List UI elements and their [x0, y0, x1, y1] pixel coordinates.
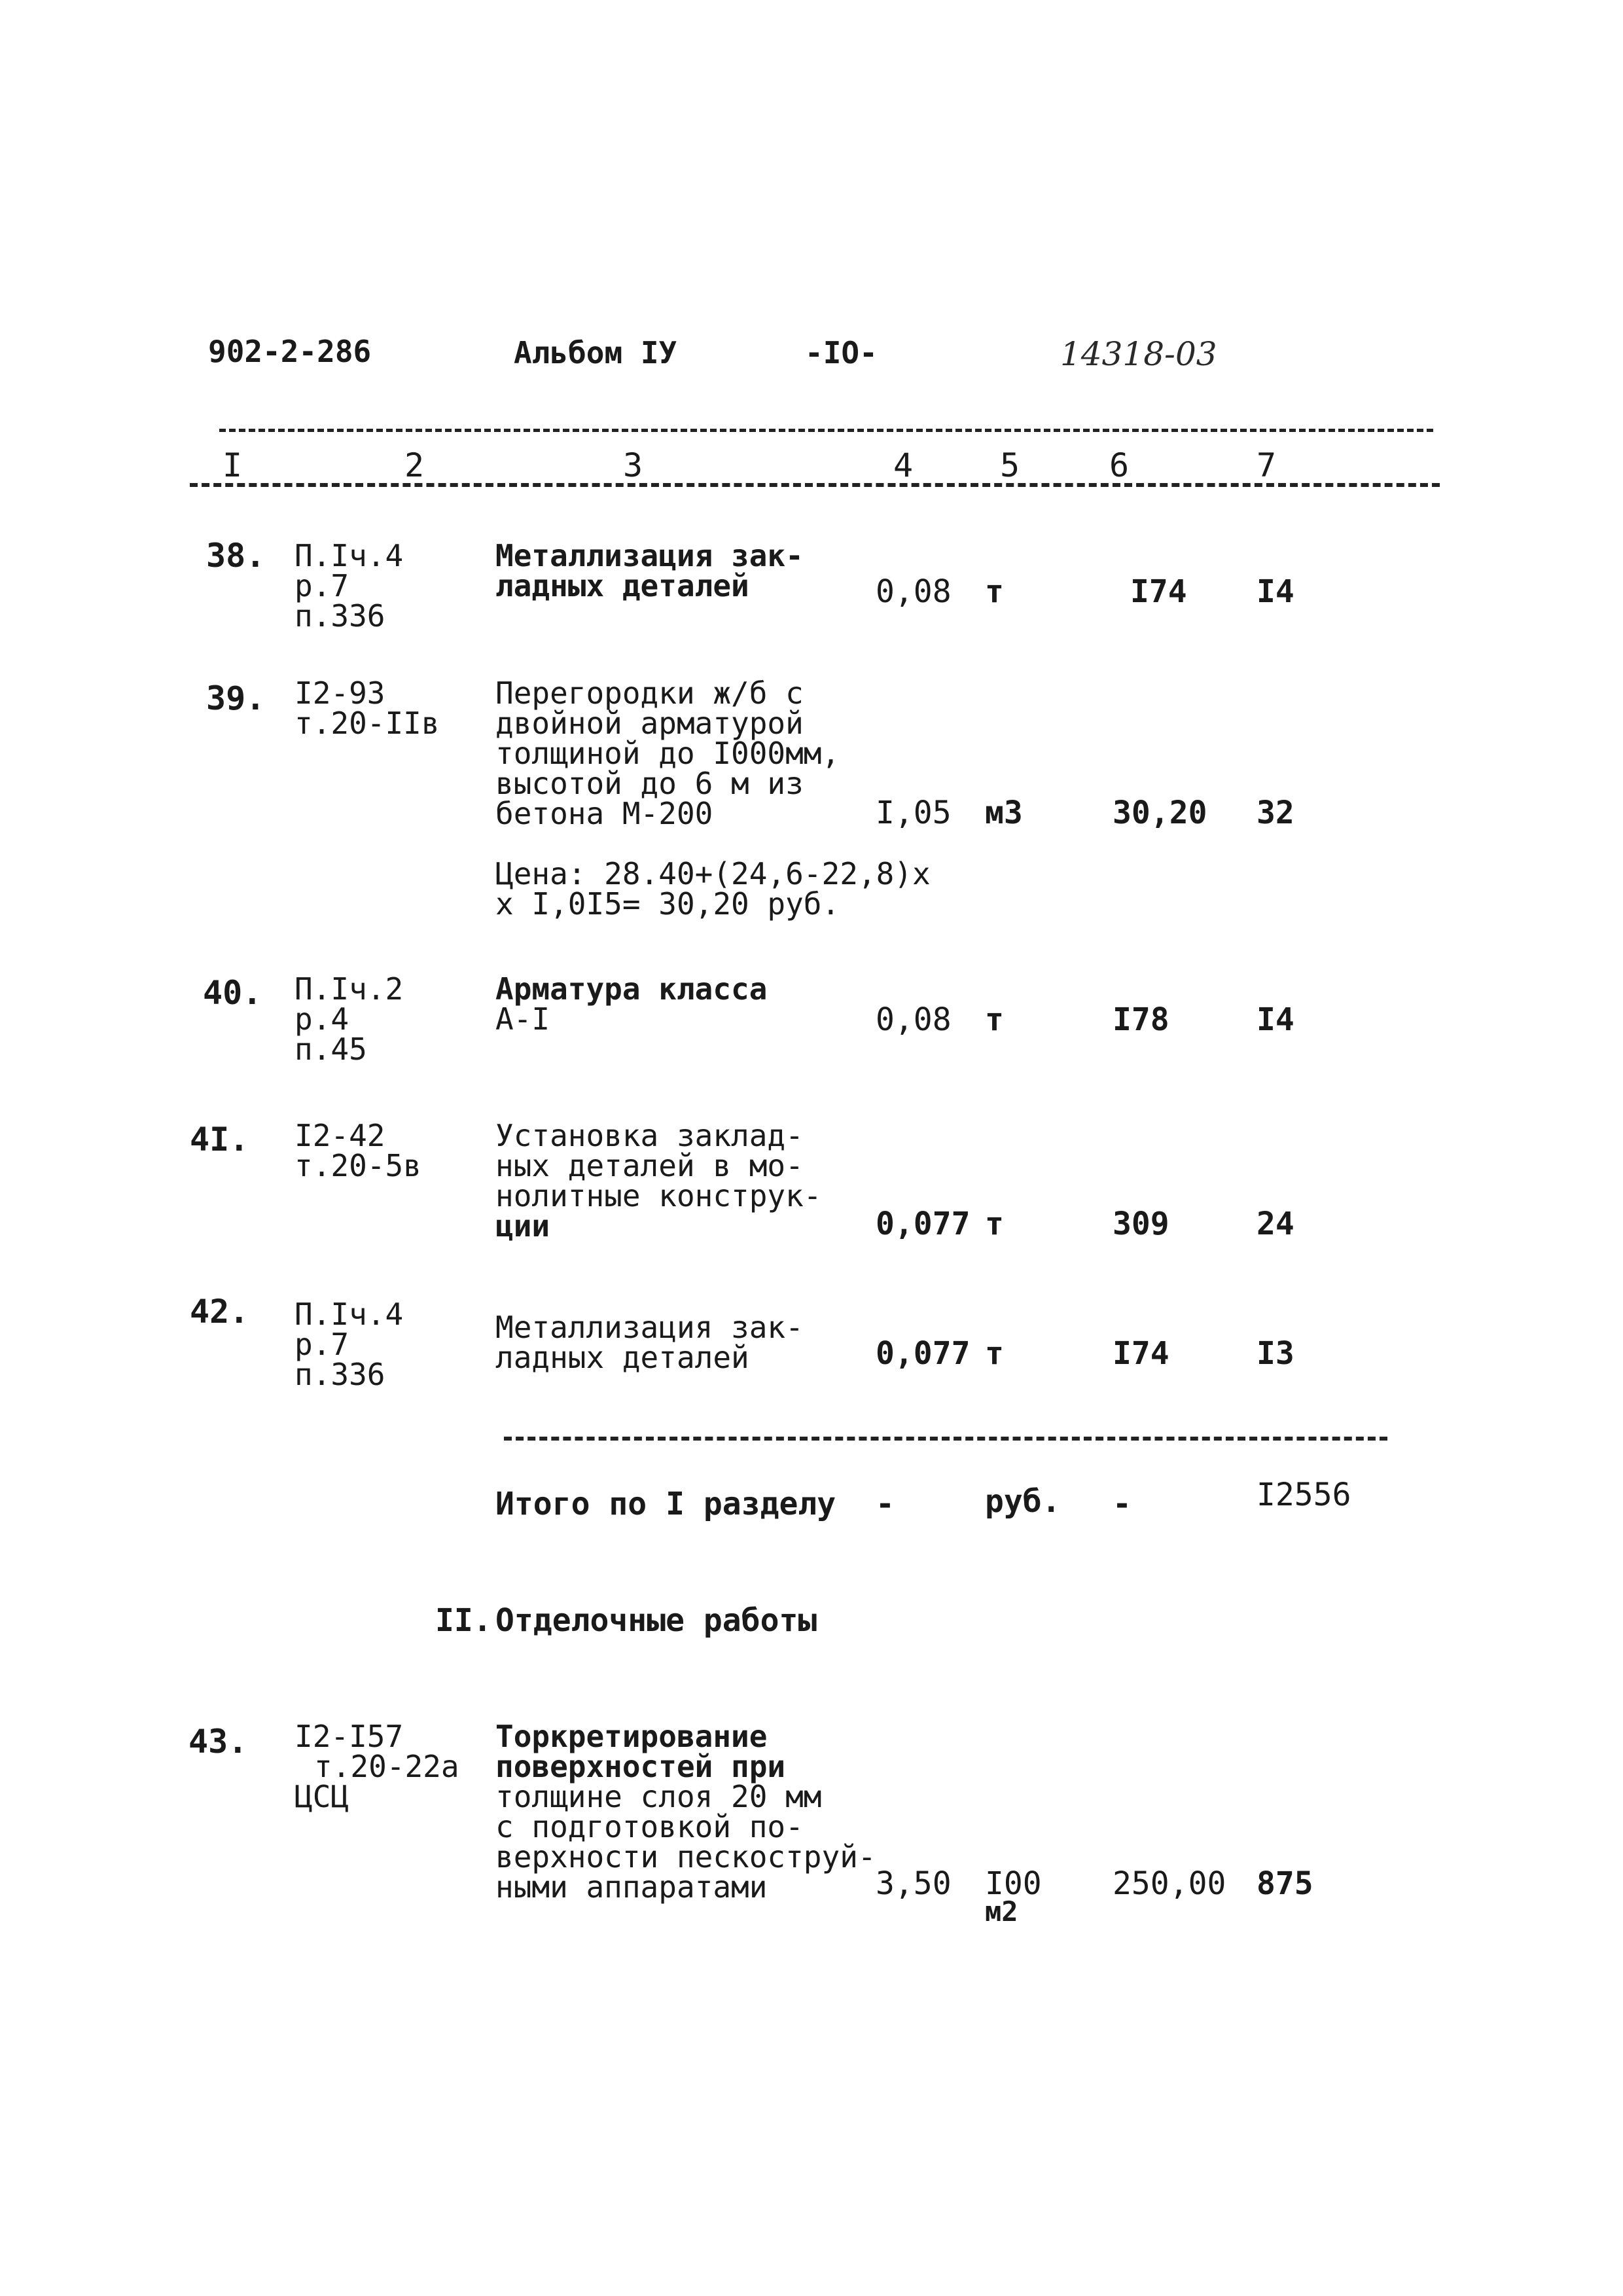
- unit-price: I74: [1113, 1335, 1169, 1372]
- reference-line: п.45: [294, 1031, 367, 1067]
- unit: м3: [985, 795, 1023, 831]
- album-label: Альбом IУ: [514, 335, 677, 370]
- reference-line: П.Iч.2: [294, 971, 404, 1007]
- unit: I00: [985, 1865, 1042, 1902]
- subtotal-rule: [504, 1437, 1387, 1441]
- total-cost: I4: [1257, 573, 1294, 610]
- row-number: 40.: [203, 974, 262, 1012]
- description-line: А-I: [495, 1001, 550, 1037]
- description-line: Металлизация зак-: [495, 538, 804, 573]
- reference-line: П.Iч.4: [294, 538, 404, 573]
- row-number: 43.: [188, 1723, 248, 1761]
- quantity: 0,077: [876, 1206, 971, 1242]
- description-line: ными аппаратами: [495, 1869, 768, 1905]
- reference-line: ЦСЦ: [294, 1779, 349, 1814]
- header-rule: [219, 429, 1433, 432]
- description-line: толщиной до I000мм,: [495, 736, 840, 771]
- quantity: I,05: [876, 795, 952, 831]
- description-line: ладных деталей: [495, 1340, 749, 1375]
- description-line: Перегородки ж/б с: [495, 675, 804, 711]
- reference-line: I2-42: [294, 1118, 385, 1153]
- unit: т: [985, 1001, 1004, 1038]
- column-number-rule: [190, 483, 1440, 487]
- description-line: ции: [495, 1208, 550, 1244]
- column-number-1: I: [223, 446, 243, 484]
- reference-line: I2-I57: [294, 1719, 404, 1754]
- subtotal-label: Итого по I разделу: [495, 1486, 836, 1522]
- column-number-5: 5: [1000, 446, 1020, 484]
- section-title: Отделочные работы: [495, 1602, 817, 1639]
- page-number: -IO-: [805, 335, 878, 370]
- reference-line: п.336: [294, 1357, 385, 1392]
- reference-line: т.20-22а: [314, 1749, 459, 1784]
- total-cost: 24: [1257, 1206, 1294, 1242]
- total-cost: I4: [1257, 1001, 1294, 1038]
- description-line: Арматура класса: [495, 971, 768, 1007]
- description-line: с подготовкой по-: [495, 1809, 804, 1844]
- description-line: высотой до 6 м из: [495, 766, 804, 801]
- description-line: двойной арматурой: [495, 706, 804, 741]
- column-number-7: 7: [1257, 446, 1277, 484]
- section-number: II.: [435, 1602, 492, 1639]
- inventory-number: 14318-03: [1060, 335, 1217, 373]
- subtotal-total: I2556: [1257, 1477, 1351, 1513]
- description-line: Установка заклад-: [495, 1118, 804, 1153]
- unit-line-2: м2: [985, 1895, 1018, 1928]
- reference-line: т.20-5в: [294, 1148, 421, 1183]
- total-cost: 32: [1257, 795, 1294, 831]
- reference-line: т.20-IIв: [294, 706, 440, 741]
- unit-price: I74: [1130, 573, 1187, 610]
- description-line: ладных деталей: [495, 568, 749, 603]
- unit-price: 30,20: [1113, 795, 1207, 831]
- quantity: 3,50: [876, 1865, 952, 1902]
- unit-price: 309: [1113, 1206, 1169, 1242]
- total-cost: 875: [1257, 1865, 1313, 1902]
- subtotal-price: -: [1113, 1486, 1132, 1522]
- unit-price: I78: [1113, 1001, 1169, 1038]
- description-line: Торкретирование: [495, 1719, 768, 1754]
- quantity: 0,077: [876, 1335, 971, 1372]
- reference-line: П.Iч.4: [294, 1297, 404, 1332]
- quantity: 0,08: [876, 573, 952, 610]
- unit: т: [985, 573, 1004, 610]
- row-number: 38.: [206, 537, 266, 575]
- unit: т: [985, 1335, 1004, 1372]
- row-number: 39.: [206, 679, 266, 717]
- reference-line: р.7: [294, 568, 349, 603]
- document-code: 902-2-286: [208, 334, 372, 369]
- description-line: Металлизация зак-: [495, 1310, 804, 1345]
- description-line: нолитные конструк-: [495, 1178, 822, 1213]
- column-number-6: 6: [1109, 446, 1130, 484]
- price-calculation-note: х I,0I5= 30,20 руб.: [495, 886, 840, 922]
- unit: т: [985, 1206, 1004, 1242]
- quantity: 0,08: [876, 1001, 952, 1038]
- description-line: поверхностей при: [495, 1749, 786, 1784]
- description-line: ных деталей в мо-: [495, 1148, 804, 1183]
- column-number-4: 4: [893, 446, 914, 484]
- description-line: верхности пескоструй-: [495, 1839, 876, 1874]
- column-number-3: 3: [623, 446, 643, 484]
- subtotal-unit: руб.: [985, 1483, 1061, 1520]
- unit-price: 250,00: [1113, 1865, 1226, 1902]
- reference-line: р.4: [294, 1001, 349, 1037]
- total-cost: I3: [1257, 1335, 1294, 1372]
- reference-line: п.336: [294, 598, 385, 634]
- row-number: 42.: [190, 1293, 249, 1331]
- subtotal-quantity: -: [876, 1486, 895, 1522]
- price-calculation-note: Цена: 28.40+(24,6-22,8)х: [495, 856, 931, 891]
- description-line: бетона М-200: [495, 796, 713, 831]
- column-number-2: 2: [404, 446, 425, 484]
- description-line: толщине слоя 20 мм: [495, 1779, 822, 1814]
- reference-line: р.7: [294, 1327, 349, 1362]
- row-number: 4I.: [190, 1121, 249, 1158]
- reference-line: I2-93: [294, 675, 385, 711]
